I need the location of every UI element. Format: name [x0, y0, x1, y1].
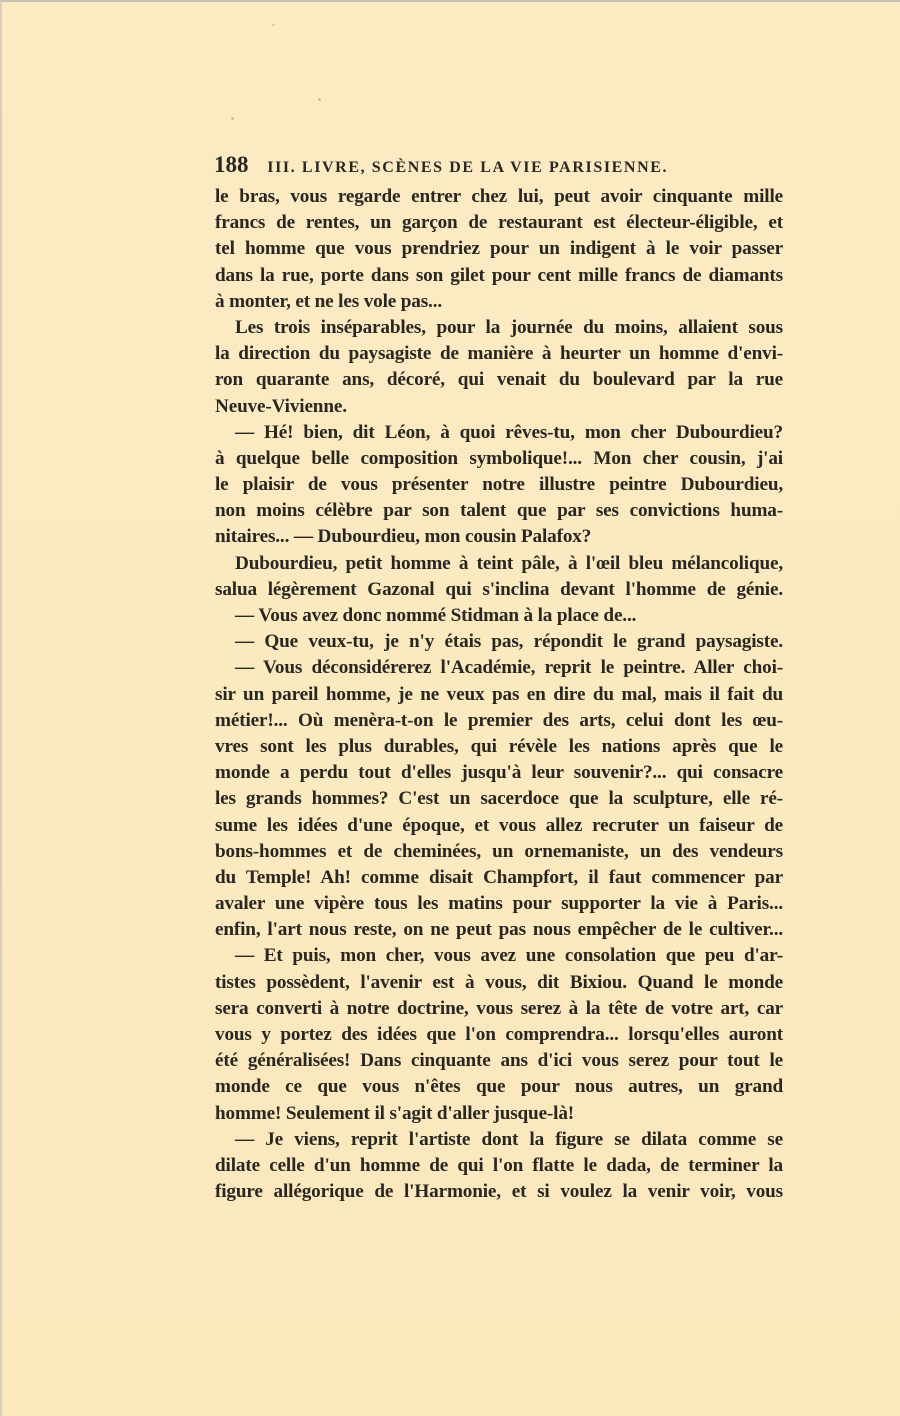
text-line: le plaisir de vous présenter notre illustre peintre Dubourdieu,: [215, 474, 783, 496]
text-line: — Je viens, reprit l'artiste dont la figure se dilata comme se: [235, 1128, 783, 1150]
text-line: les grands hommes? C'est un sacerdoce que la sculpture, elle ré-: [215, 788, 783, 810]
text-line: dans la rue, porte dans son gilet pour cent mille francs de diamants: [215, 264, 783, 286]
text-line: dilate celle d'un homme de qui l'on flatte le dada, de terminer la: [215, 1154, 783, 1176]
text-line: sir un pareil homme, je ne veux pas en dire du mal, mais il fait du: [215, 683, 783, 705]
body-text: [215, 184, 783, 1205]
text-line: homme! Seulement il s'agit d'aller jusque-là!: [215, 1102, 575, 1124]
text-line: bons-hommes et de cheminées, un ornemaniste, un des vendeurs: [215, 840, 783, 862]
text-line: Neuve-Vivienne.: [215, 395, 347, 417]
text-line: ron quarante ans, décoré, qui venait du boulevard par la rue: [215, 369, 783, 391]
paper-speck: [272, 23, 276, 26]
text-line: sume les idées d'une époque, et vous allez recruter un faiseur de: [215, 814, 783, 836]
text-line: du Temple! Ah! comme disait Champfort, il faut commencer par: [215, 866, 783, 888]
text-line: non moins célèbre par son talent que par ses convictions huma-: [215, 500, 783, 522]
text-line: francs de rentes, un garçon de restaurant est électeur-éligible, et: [215, 212, 783, 234]
paper-speck: [318, 98, 321, 101]
text-line: — Hé! bien, dit Léon, à quoi rêves-tu, mon cher Dubourdieu?: [235, 421, 783, 443]
text-line: avaler une vipère tous les matins pour supporter la vie à Paris...: [215, 893, 783, 915]
text-line: monde a perdu tout d'elles jusqu'à leur souvenir?... qui consacre: [215, 762, 783, 784]
text-line: la direction du paysagiste de manière à heurter un homme d'envi-: [215, 343, 783, 365]
text-line: tistes possèdent, l'avenir est à vous, dit Bixiou. Quand le monde: [215, 971, 783, 993]
text-line: salua légèrement Gazonal qui s'inclina devant l'homme de génie.: [215, 578, 783, 600]
paper-speck: [231, 117, 234, 120]
text-line: — Vous avez donc nommé Stidman à la place de...: [235, 605, 637, 626]
text-line: vous y portez des idées que l'on comprendra... lorsqu'elles auront: [215, 1024, 783, 1045]
text-line: figure allégorique de l'Harmonie, et si voulez la venir voir, vous: [215, 1181, 783, 1203]
text-line: Dubourdieu, petit homme à teint pâle, à l'œil bleu mélancolique,: [235, 552, 783, 574]
text-line: — Et puis, mon cher, vous avez une consolation que peu d'ar-: [235, 945, 783, 967]
text-line: sera converti à notre doctrine, vous serez à la tête de votre art, car: [215, 997, 783, 1019]
text-line: — Que veux-tu, je n'y étais pas, répondit le grand paysagiste.: [235, 631, 783, 653]
text-line: enfin, l'art nous reste, on ne peut pas nous empêcher de le cultiver...: [215, 919, 783, 941]
running-head: [214, 152, 784, 178]
text-line: nitaires... — Dubourdieu, mon cousin Palafox?: [215, 526, 592, 548]
text-line: à quelque belle composition symbolique!... Mon cher cousin, j'ai: [215, 447, 783, 469]
text-line: vres sont les plus durables, qui révèle les nations après que le: [215, 735, 783, 757]
text-line: à monter, et ne les vole pas...: [215, 290, 442, 312]
running-title: III. LIVRE, SCÈNES DE LA VIE PARISIENNE.: [267, 159, 669, 176]
text-line: métier!... Où menèra-t-on le premier des arts, celui dont les œu-: [215, 709, 783, 731]
text-line: été généralisées! Dans cinquante ans d'ici vous serez pour tout le: [215, 1050, 783, 1072]
page-number: 188: [214, 152, 249, 177]
text-line: tel homme que vous prendriez pour un indigent à le voir passer: [215, 238, 783, 260]
text-line: Les trois inséparables, pour la journée du moins, allaient sous: [235, 316, 783, 338]
text-line: le bras, vous regarde entrer chez lui, peut avoir cinquante mille: [215, 186, 783, 207]
text-line: monde ce que vous n'êtes que pour nous autres, un grand: [215, 1076, 783, 1098]
text-line: — Vous déconsidérerez l'Académie, reprit le peintre. Aller choi-: [235, 657, 783, 679]
